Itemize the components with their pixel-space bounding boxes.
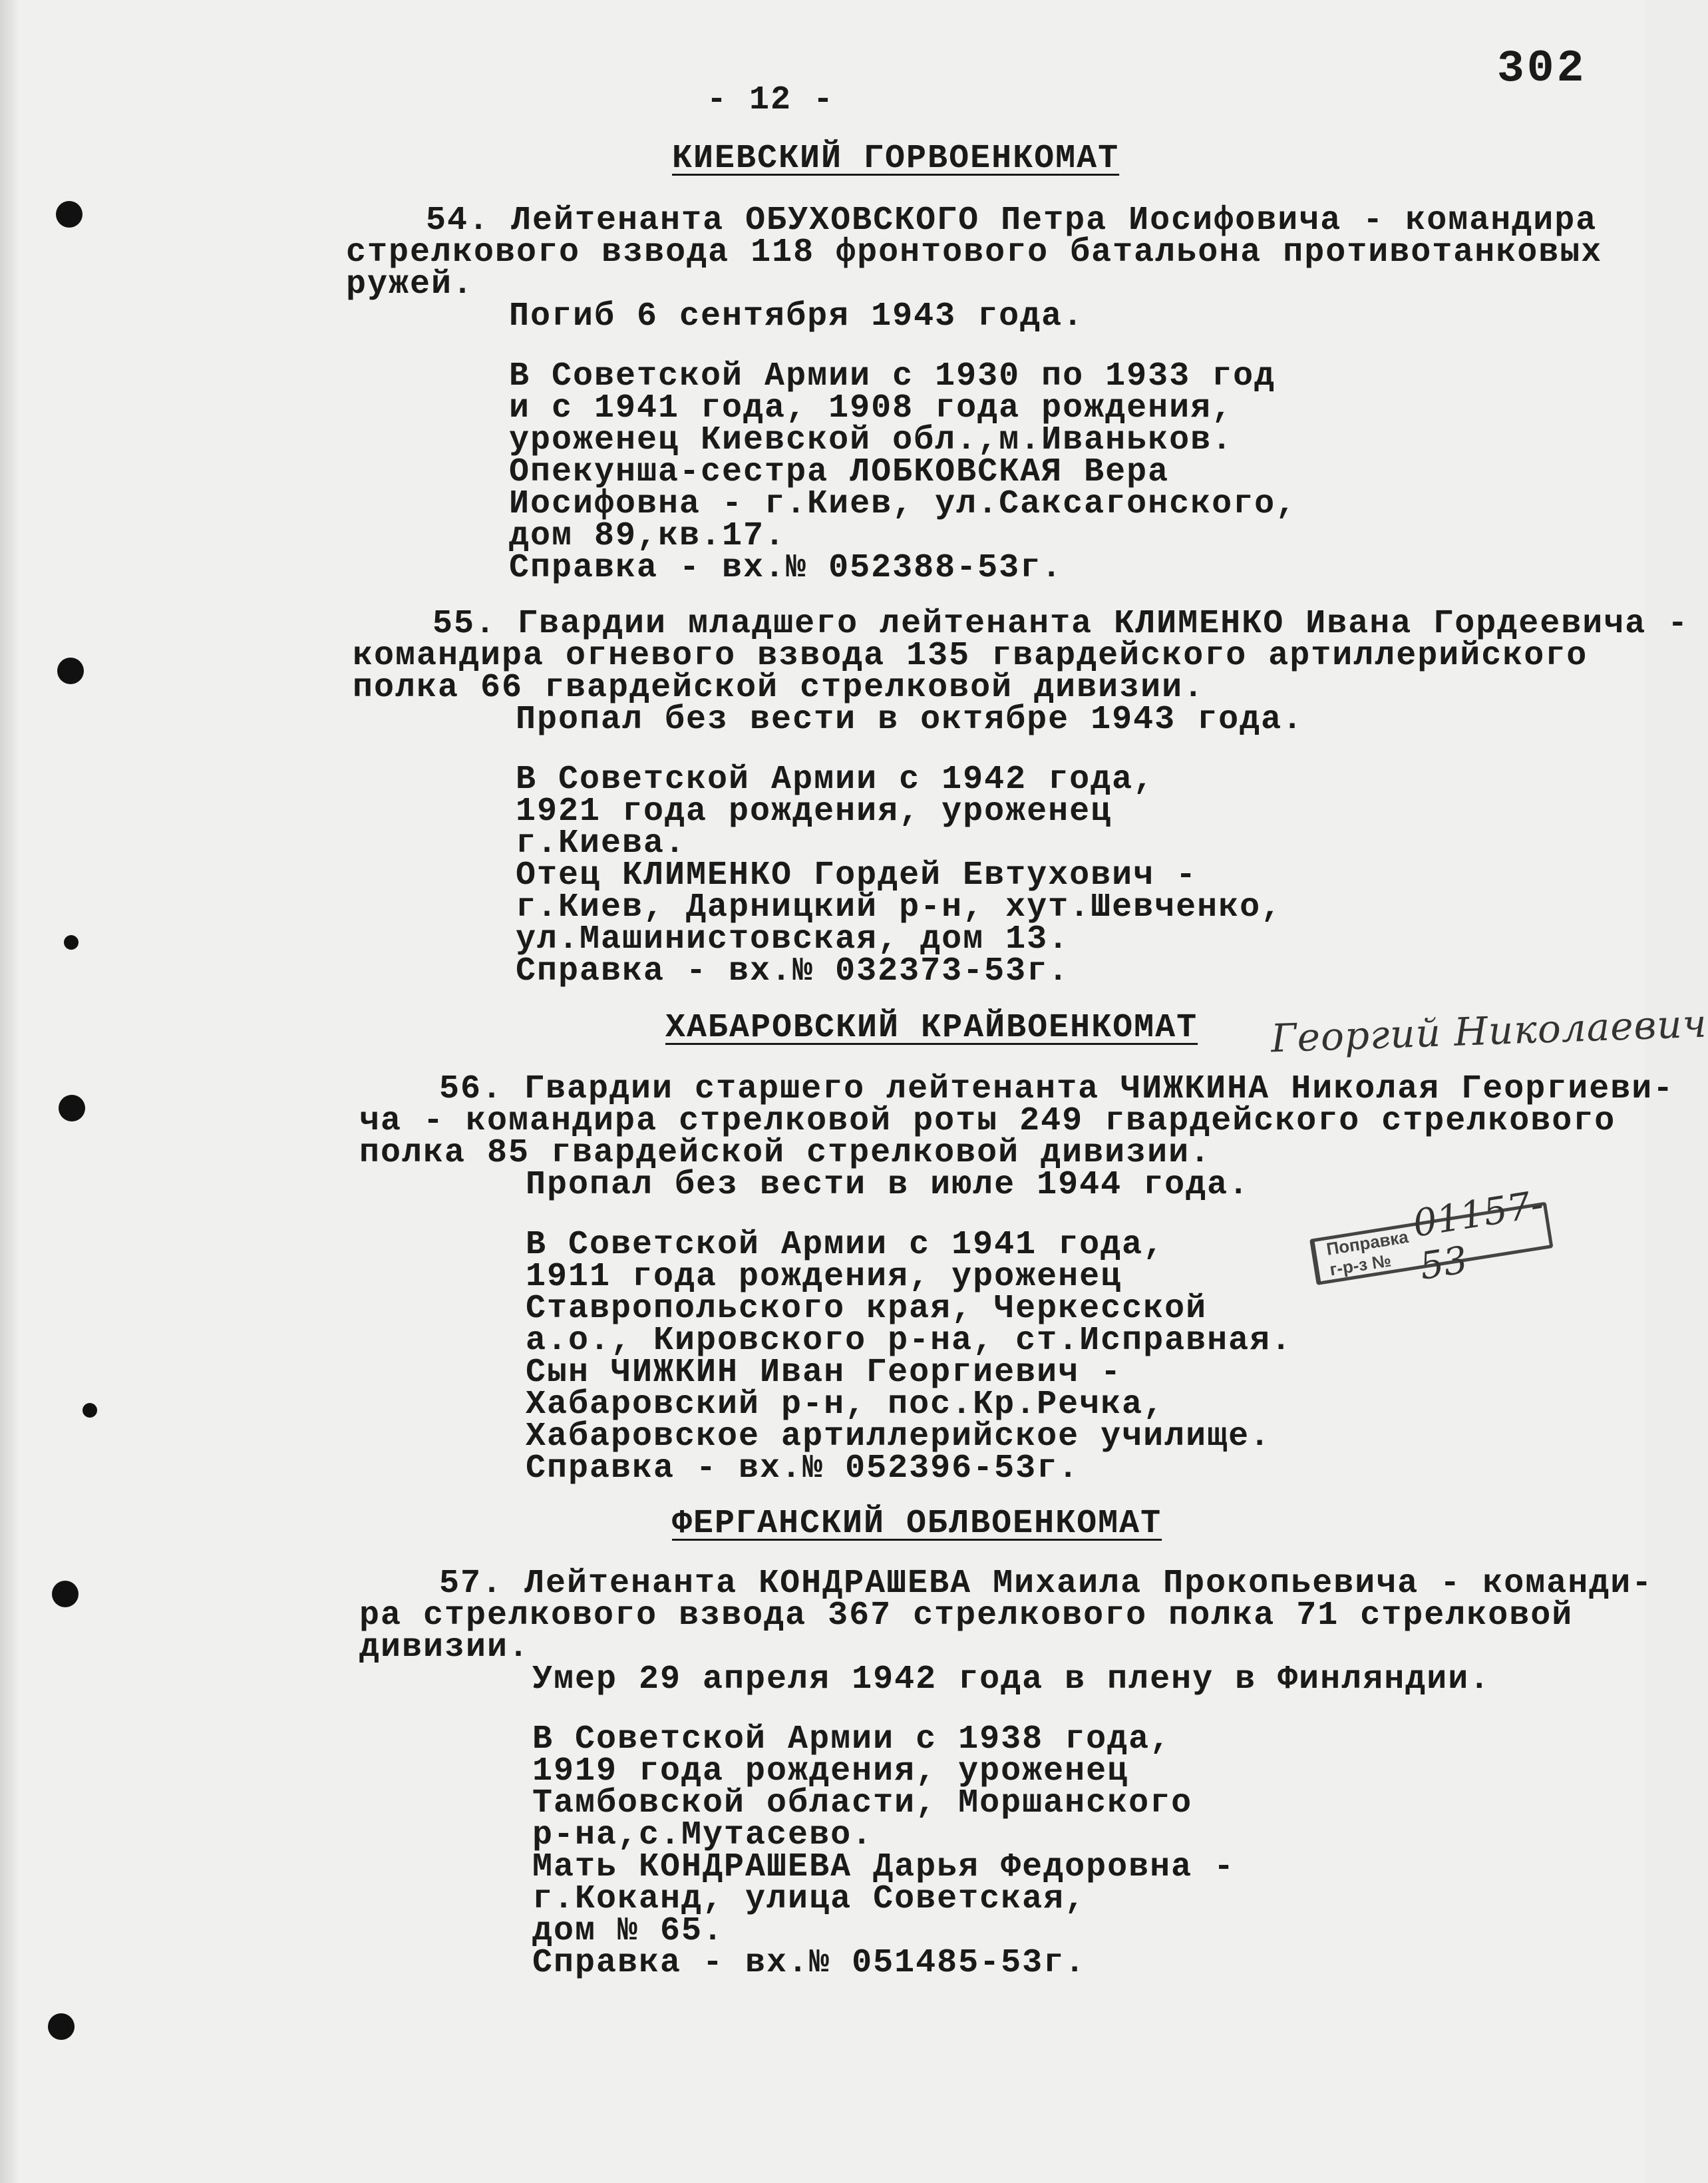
entry-54-detail: и с 1941 года, 1908 года рождения, [509, 389, 1234, 427]
entry-54-line: 54. Лейтенанта ОБУХОВСКОГО Петра Иосифовича - командира [426, 202, 1598, 240]
archive-page-number: 302 [1497, 43, 1587, 95]
entry-56-fate: Пропал без вести в июле 1944 года. [526, 1166, 1250, 1204]
entry-57-detail: Тамбовской области, Моршанского [532, 1784, 1193, 1822]
entry-54-line: стрелкового взвода 118 фронтового батальона противотанковых [346, 234, 1603, 272]
entry-55-detail: г.Киева. [516, 825, 687, 863]
punch-hole [56, 201, 83, 228]
entry-56-detail: а.о., Кировского р-на, ст.Исправная. [526, 1322, 1293, 1360]
entry-57-line: дивизии. [359, 1629, 530, 1667]
entry-55-detail: В Советской Армии с 1942 года, [516, 761, 1155, 799]
entry-56-detail: Справка - вх.№ 052396-53г. [526, 1450, 1080, 1488]
punch-hole [48, 2013, 75, 2040]
entry-54-line: ружей. [346, 266, 474, 303]
entry-55-fate: Пропал без вести в октябре 1943 года. [516, 701, 1304, 739]
punch-hole [59, 1095, 85, 1121]
entry-57-detail: дом № 65. [532, 1912, 725, 1950]
correction-stamp [1309, 1182, 1554, 1289]
entry-56-line: полка 85 гвардейской стрелковой дивизии. [359, 1134, 1212, 1172]
entry-57-detail: Мать КОНДРАШЕВА Дарья Федоровна - [532, 1848, 1236, 1886]
entry-54-fate: Погиб 6 сентября 1943 года. [509, 298, 1085, 335]
entry-57-detail: 1919 года рождения, уроженец [532, 1752, 1129, 1790]
entry-57-detail: В Советской Армии с 1938 года, [532, 1720, 1172, 1758]
entry-54-detail: Иосифовна - г.Киев, ул.Саксагонского, [509, 485, 1297, 523]
punch-hole [64, 935, 79, 950]
page-number: - 12 - [707, 81, 835, 119]
entry-55-line: 55. Гвардии младшего лейтенанта КЛИМЕНКО Ивана Гордеевича - [432, 605, 1689, 643]
entry-57-line: 57. Лейтенанта КОНДРАШЕВА Михаила Прокопьевича - команди- [439, 1565, 1653, 1603]
entry-56-line: ча - командира стрелковой роты 249 гвардейского стрелкового [359, 1102, 1616, 1140]
entry-56-line: 56. Гвардии старшего лейтенанта ЧИЖКИНА Николая Георгиеви- [439, 1070, 1675, 1108]
entry-57-detail: г.Коканд, улица Советская, [532, 1880, 1087, 1918]
entry-55-line: полка 66 гвардейской стрелковой дивизии. [353, 669, 1205, 707]
punch-hole [83, 1403, 97, 1418]
entry-54-detail: В Советской Армии с 1930 по 1933 год [509, 357, 1276, 395]
entry-54-detail: Опекунша-сестра ЛОБКОВСКАЯ Вера [509, 453, 1170, 491]
handwritten-annotation: Георгий Николаевич [1270, 1000, 1708, 1062]
entry-57-fate: Умер 29 апреля 1942 года в плену в Финляндии. [532, 1661, 1491, 1698]
entry-56-detail: В Советской Армии с 1941 года, [526, 1226, 1165, 1264]
section-heading: ХАБАРОВСКИЙ КРАЙВОЕНКОМАТ [665, 1009, 1198, 1047]
stamp-label: Поправка г-р-з № [1325, 1226, 1410, 1280]
entry-55-line: командира огневого взвода 135 гвардейского артиллерийского [353, 637, 1588, 675]
section-heading: КИЕВСКИЙ ГОРВОЕНКОМАТ [672, 140, 1120, 178]
entry-57-detail: р-на,с.Мутасево. [532, 1816, 874, 1854]
entry-54-detail: Справка - вх.№ 052388-53г. [509, 549, 1063, 587]
entry-56-detail: Сын ЧИЖКИН Иван Георгиевич - [526, 1354, 1122, 1392]
entry-57-line: ра стрелкового взвода 367 стрелкового полка 71 стрелковой [359, 1597, 1574, 1635]
page-edge-shadow [0, 0, 20, 2183]
entry-54-detail: дом 89,кв.17. [509, 517, 786, 555]
entry-56-detail: 1911 года рождения, уроженец [526, 1258, 1122, 1296]
entry-55-detail: Справка - вх.№ 032373-53г. [516, 952, 1070, 990]
entry-56-detail: Хабаровское артиллерийское училище. [526, 1418, 1272, 1456]
entry-56-detail: Хабаровский р-н, пос.Кр.Речка, [526, 1386, 1165, 1424]
punch-hole [57, 658, 84, 684]
entry-55-detail: ул.Машинистовская, дом 13. [516, 920, 1070, 958]
entry-55-detail: Отец КЛИМЕНКО Гордей Евтухович - [516, 857, 1198, 894]
entry-56-detail: Ставропольского края, Черкесской [526, 1290, 1208, 1328]
entry-57-detail: Справка - вх.№ 051485-53г. [532, 1944, 1087, 1982]
entry-55-detail: 1921 года рождения, уроженец [516, 793, 1112, 831]
stamp-handwritten-number: 01157-53 [1410, 1182, 1547, 1289]
section-heading: ФЕРГАНСКИЙ ОБЛВОЕНКОМАТ [672, 1505, 1162, 1543]
entry-54-detail: уроженец Киевской обл.,м.Иваньков. [509, 421, 1234, 459]
entry-55-detail: г.Киев, Дарницкий р-н, хут.Шевченко, [516, 889, 1283, 926]
punch-hole [52, 1581, 79, 1607]
